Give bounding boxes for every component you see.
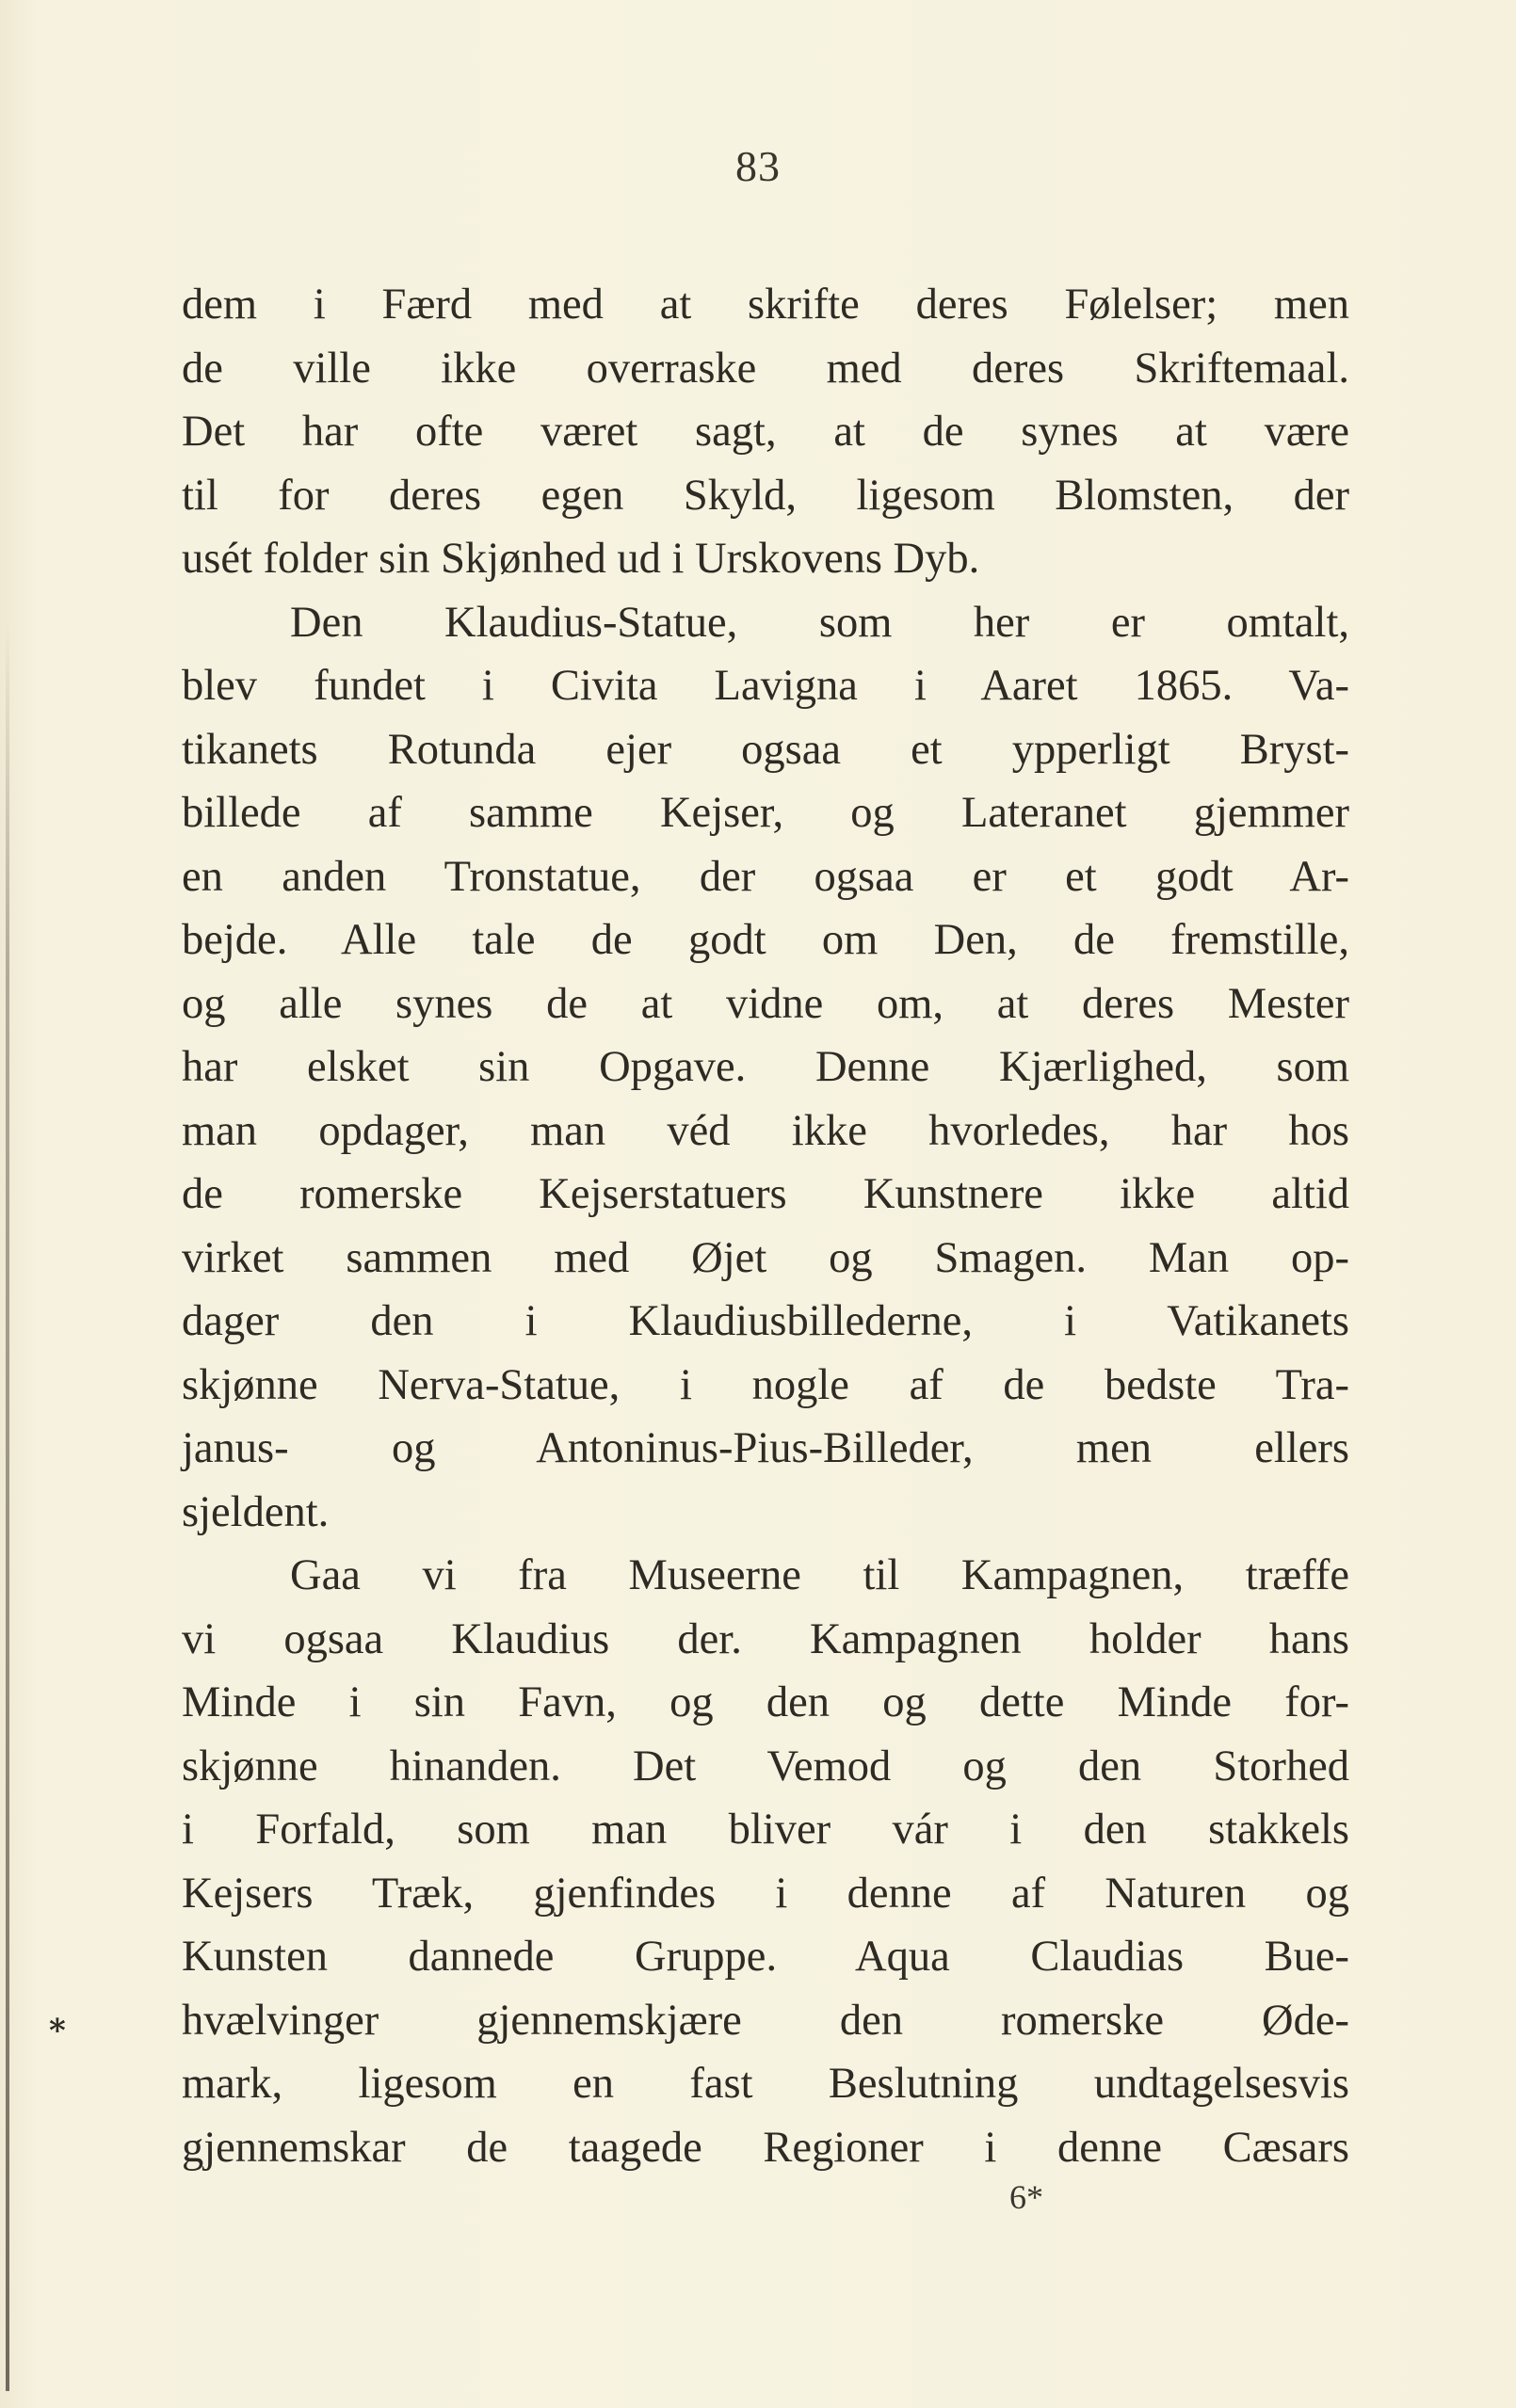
text-line: og alle synes de at vidne om, at deres Mester <box>182 979 1349 1028</box>
text-line: Gaa vi fra Museerne til Kampagnen, træffe <box>290 1551 1349 1599</box>
text-line: skjønne Nerva-Statue, i nogle af de bedste Tra- <box>182 1360 1349 1409</box>
text-line: tikanets Rotunda ejer ogsaa et ypperligt Bryst- <box>182 725 1349 774</box>
text-line: skjønne hinanden. Det Vemod og den Storhed <box>182 1742 1349 1790</box>
text-line: billede af samme Kejser, og Lateranet gjemmer <box>182 789 1349 837</box>
text-line: til for deres egen Skyld, ligesom Blomsten, der <box>182 471 1349 520</box>
text-line: en anden Tronstatue, der ogsaa er et godt Ar- <box>182 852 1349 901</box>
text-line: Den Klaudius-Statue, som her er omtalt, <box>290 598 1349 647</box>
text-line: de ville ikke overraske med deres Skriftemaal. <box>182 344 1349 393</box>
text-line: vi ogsaa Klaudius der. Kampagnen holder hans <box>182 1614 1349 1663</box>
margin-mark: ⁎ <box>49 2005 66 2040</box>
text-line: Kejsers Træk, gjenfindes i denne af Naturen og <box>182 1869 1349 1918</box>
text-line: virket sammen med Øjet og Smagen. Man op- <box>182 1233 1349 1282</box>
text-line: dager den i Klaudiusbillederne, i Vatikanets <box>182 1297 1349 1345</box>
text-line: Det har ofte været sagt, at de synes at være <box>182 408 1349 456</box>
text-line: bejde. Alle tale de godt om Den, de fremstille, <box>182 916 1349 964</box>
text-line: blev fundet i Civita Lavigna i Aaret 1865. Va- <box>182 662 1349 710</box>
signature-mark: 6* <box>1009 2178 1043 2216</box>
text-line: sjeldent. <box>182 1487 330 1536</box>
text-line: Minde i sin Favn, og den og dette Minde for- <box>182 1678 1349 1726</box>
binding-gutter-shadow <box>6 621 9 2391</box>
text-line: mark, ligesom en fast Beslutning undtagelsesvis <box>182 2060 1349 2108</box>
text-line: gjennemskar de taagede Regioner i denne Cæsars <box>182 2123 1349 2172</box>
text-line: hvælvinger gjennemskjære den romerske Øde- <box>182 1996 1349 2045</box>
text-line: har elsket sin Opgave. Denne Kjærlighed, som <box>182 1043 1349 1091</box>
text-line: i Forfald, som man bliver vár i den stakkels <box>182 1806 1349 1854</box>
text-line: man opdager, man véd ikke hvorledes, har hos <box>182 1106 1349 1155</box>
text-line: usét folder sin Skjønhed ud i Urskovens Dyb. <box>182 535 980 583</box>
text-line: janus- og Antoninus-Pius-Billeder, men ellers <box>182 1424 1349 1472</box>
text-line: Kunsten dannede Gruppe. Aqua Claudias Bue- <box>182 1933 1349 1981</box>
text-line: dem i Færd med at skrifte deres Følelser; men <box>182 281 1349 329</box>
page-number: 83 <box>735 142 781 190</box>
text-line: de romerske Kejserstatuers Kunstnere ikke altid <box>182 1170 1349 1218</box>
body-text <box>182 273 1349 2179</box>
